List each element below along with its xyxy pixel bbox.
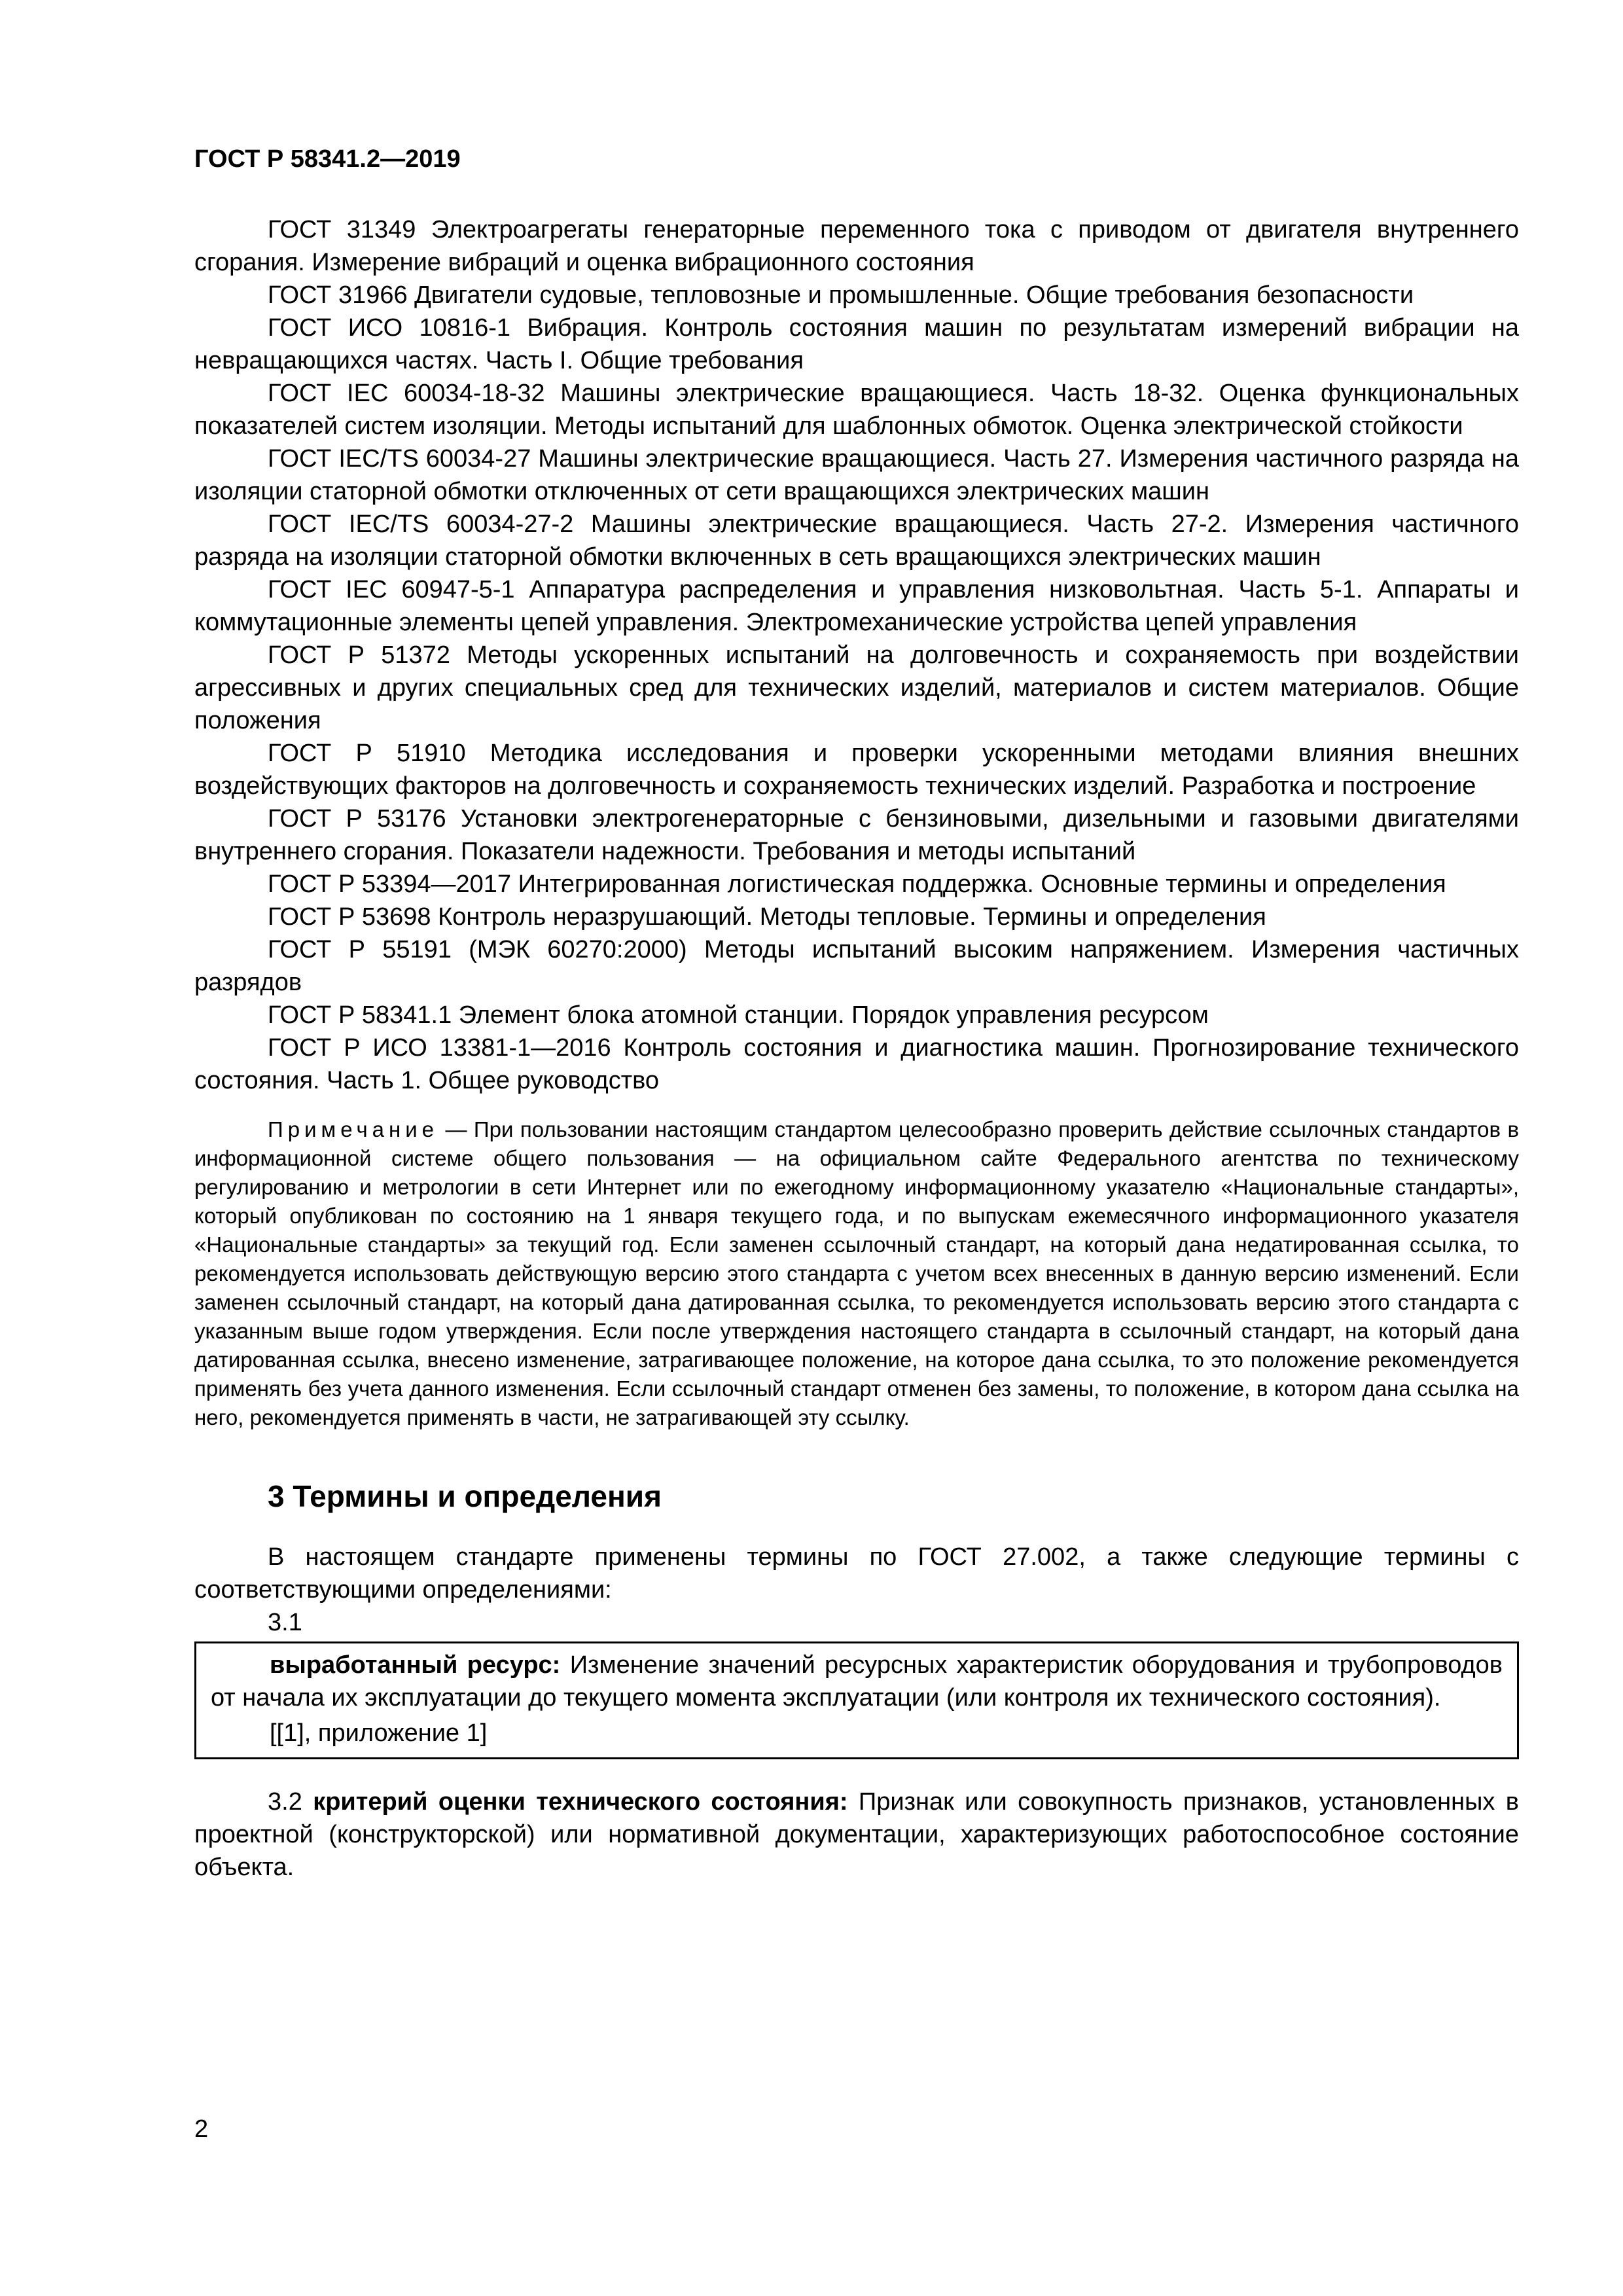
document-header: ГОСТ Р 58341.2—2019 xyxy=(194,145,461,173)
reference-item: ГОСТ Р 58341.1 Элемент блока атомной станции. Порядок управления ресурсом xyxy=(268,1001,1209,1029)
term-text: Изменение значений ресурсных характеристик оборудования и трубопроводов от начала их эксплуатации до текущего момента эксплуатации (или контроля их технического состояния). xyxy=(211,1651,1503,1712)
reference-item: ГОСТ Р 55191 (МЭК 60270:2000) Методы испытаний высоким напряжением. Измерения частичных разрядов xyxy=(194,936,1519,996)
term-name-2: критерий оценки технического состояния: xyxy=(313,1788,848,1816)
note-label: Примечание xyxy=(268,1117,439,1141)
reference-item: ГОСТ 31349 Электроагрегаты генераторные переменного тока с приводом от двигателя внутреннего сгорания. Измерение вибраций и оценка вибрационного состояния xyxy=(194,216,1519,276)
term-number-2: 3.2 xyxy=(268,1788,313,1816)
term-definition-box xyxy=(194,1641,1519,1759)
reference-item: ГОСТ IEC 60034-18-32 Машины электрические вращающиеся. Часть 18-32. Оценка функциональных показателей систем изоляции. Методы испытаний для шаблонных обмоток. Оценка электрической стойкости xyxy=(194,380,1519,440)
reference-item: ГОСТ IEC 60947-5-1 Аппаратура распределения и управления низковольтная. Часть 5-1. Аппараты и коммутационные элементы цепей управления. Электромеханические устройства цепей управления xyxy=(194,576,1519,636)
document-page xyxy=(194,144,1519,1884)
term-number: 3.1 xyxy=(268,1609,302,1636)
term-definition-2 xyxy=(194,1785,1519,1884)
reference-item: ГОСТ Р 53176 Установки электрогенераторные с бензиновыми, дизельными и газовыми двигателями внутреннего сгорания. Показатели надежности. Требования и методы испытаний xyxy=(194,805,1519,865)
reference-item: ГОСТ ИСО 10816-1 Вибрация. Контроль состояния машин по результатам измерений вибрации на невращающихся частях. Часть I. Общие требования xyxy=(194,314,1519,374)
term-source: [[1], приложение 1] xyxy=(270,1719,488,1747)
reference-item: ГОСТ IEC/TS 60034-27-2 Машины электрические вращающиеся. Часть 27-2. Измерения частичного разряда на изоляции статорной обмотки включенных в сеть вращающихся электрических машин xyxy=(194,511,1519,571)
reference-item: ГОСТ Р 53394—2017 Интегрированная логистическая поддержка. Основные термины и определения xyxy=(268,870,1446,898)
term-text-2: Признак или совокупность признаков, установленных в проектной (конструкторской) или нормативной документации, характеризующих работоспособное состояние объекта. xyxy=(194,1788,1519,1881)
reference-item: ГОСТ Р 51372 Методы ускоренных испытаний на долговечность и сохраняемость при воздействии агрессивных и других специальных сред для технических изделий, материалов и систем материалов. Общие положения xyxy=(194,641,1519,734)
references-list xyxy=(194,213,1519,1097)
reference-item: ГОСТ Р ИСО 13381-1—2016 Контроль состояния и диагностика машин. Прогнозирование технического состояния. Часть 1. Общее руководство xyxy=(194,1034,1519,1094)
note-paragraph xyxy=(194,1115,1519,1432)
term-name: выработанный ресурс: xyxy=(270,1651,561,1679)
term-definition xyxy=(211,1649,1503,1714)
reference-item: ГОСТ 31966 Двигатели судовые, тепловозные и промышленные. Общие требования безопасности xyxy=(268,281,1414,309)
reference-item: ГОСТ Р 53698 Контроль неразрушающий. Методы тепловые. Термины и определения xyxy=(268,903,1266,931)
reference-item: ГОСТ IEC/TS 60034-27 Машины электрические вращающиеся. Часть 27. Измерения частичного разряда на изоляции статорной обмотки отключенных от сети вращающихся электрических машин xyxy=(194,445,1519,505)
reference-item: ГОСТ Р 51910 Методика исследования и проверки ускоренными методами влияния внешних воздействующих факторов на долговечность и сохраняемость технических изделий. Разработка и построение xyxy=(194,740,1519,800)
section-title: 3 Термины и определения xyxy=(268,1479,662,1513)
note-text: — При пользовании настоящим стандартом целесообразно проверить действие ссылочных стандартов в информационной системе общего пользования — на официальном сайте Федерального агентства по техническому регулированию и метрологии в сети Интернет или по ежегодному информационному указателю «Национальные стандарты», который опубликован по состоянию на 1 января текущего года, и по выпускам ежемесячного информационного указателя «Национальные стандарты» за текущий год. Если заменен ссылочный стандарт, на который дана недатированная ссылка, то рекомендуется использовать действующую версию этого стандарта с учетом всех внесенных в данную версию изменений. Если заменен ссылочный стандарт, на который дана датированная ссылка, то рекомендуется использовать версию этого стандарта с указанным выше годом утверждения. Если после утверждения настоящего стандарта в ссылочный стандарт, на который дана датированная ссылка, внесено изменение, затрагивающее положение, на которое дана ссылка, то это положение рекомендуется применять без учета данного изменения. Если ссылочный стандарт отменен без замены, то положение, в котором дана ссылка на него, рекомендуется применять в части, не затрагивающей эту ссылку. xyxy=(194,1117,1519,1429)
section-intro: В настоящем стандарте применены термины по ГОСТ 27.002, а также следующие термины с соответствующими определениями: xyxy=(194,1543,1519,1604)
page-number: 2 xyxy=(194,2115,209,2143)
